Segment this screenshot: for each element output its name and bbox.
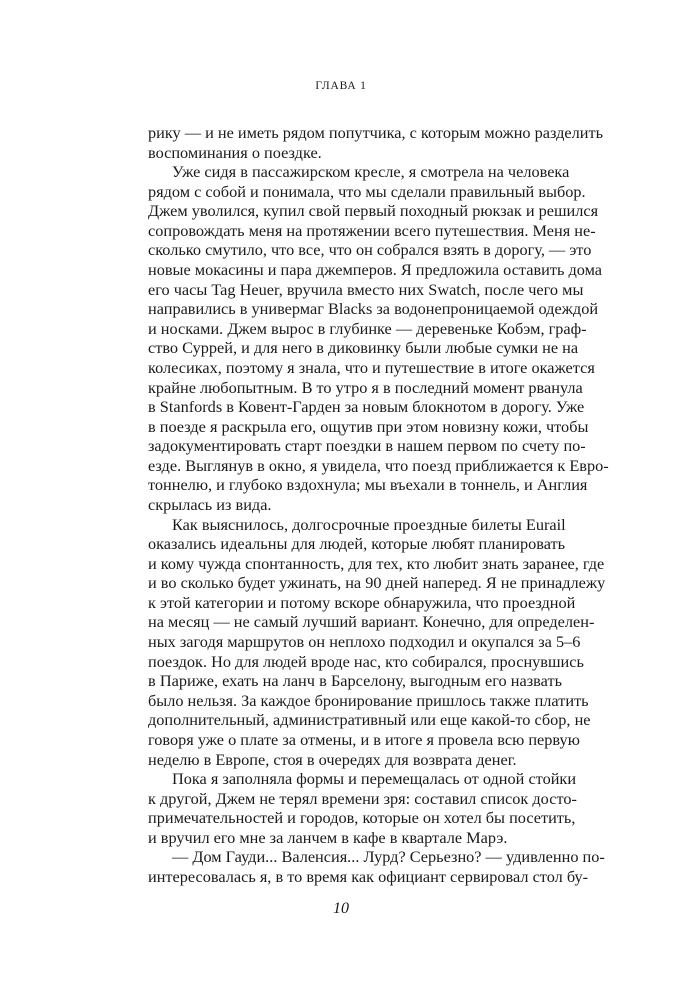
text-line: и во сколько будет ужинать, на 90 дней наперед. Я не принадлежу bbox=[148, 573, 606, 593]
text-line: задокументировать старт поездки в нашем первом по счету по- bbox=[148, 436, 586, 456]
text-line: — Дом Гауди... Валенсия... Лурд? Серьезно? — удивленно по- bbox=[172, 847, 605, 867]
text-line: скрылась из вида. bbox=[148, 494, 272, 514]
text-line: в Париже, ехать на ланч в Барселону, выгодным его назвать bbox=[148, 671, 562, 691]
text-line: рику — и не иметь рядом попутчика, с которым можно разделить bbox=[148, 123, 604, 142]
text-line: Как выяснилось, долгосрочные проездные билеты Eurail bbox=[172, 514, 566, 534]
text-line: к другой, Джем не терял времени зря: составил список досто- bbox=[148, 788, 577, 808]
paragraph bbox=[148, 769, 577, 847]
body-text bbox=[148, 123, 609, 887]
text-line: рядом с собой и понимала, что мы сделали правильный выбор. bbox=[148, 181, 586, 201]
text-line: в Stanfords в Ковент-Гарден за новым блокнотом в дорогу. Уже bbox=[148, 397, 585, 417]
text-line: его часы Tag Heuer, вручила вместо них Swatch, после чего мы bbox=[148, 279, 584, 299]
text-line: сопровождать меня на протяжении всего путешествия. Меня не- bbox=[148, 220, 596, 240]
paragraph bbox=[148, 123, 604, 162]
text-line: Пока я заполняла формы и перемещалась от одной стойки bbox=[172, 769, 577, 789]
text-line: новые мокасины и пара джемперов. Я предложила оставить дома bbox=[148, 260, 603, 280]
text-line: направились в универмаг Blacks за водонепроницаемой одеждой bbox=[148, 299, 599, 319]
paragraph bbox=[148, 514, 606, 770]
text-line: в поезде я раскрыла его, ощутив при этом новизну кожи, чтобы bbox=[148, 416, 589, 436]
text-line: ных загодя маршрутов он неплохо подходил и окупался за 5–6 bbox=[148, 632, 581, 652]
text-line: Джем уволился, купил свой первый походный рюкзак и решился bbox=[148, 201, 599, 221]
text-line: ство Суррей, и для него в диковинку были любые сумки не на bbox=[148, 338, 579, 358]
text-line: оказались идеальны для людей, которые любят планировать bbox=[148, 534, 566, 554]
text-line: колесиках, поэтому я знала, что и путешествие в итоге окажется bbox=[148, 357, 595, 377]
text-line: поездок. Но для людей вроде нас, кто собирался, проснувшись bbox=[148, 651, 584, 671]
text-line: крайне любопытным. В то утро я в последний момент рванула bbox=[148, 377, 583, 397]
text-line: было нельзя. За каждое бронирование пришлось также платить bbox=[148, 690, 589, 710]
paragraph bbox=[148, 847, 605, 886]
text-line: езде. Выглянув в окно, я увидела, что поезд приближается к Евро- bbox=[148, 455, 609, 475]
text-line: дополнительный, административный или еще какой-то сбор, не bbox=[148, 710, 591, 730]
text-line: к этой категории и потому вскоре обнаружила, что проездной bbox=[148, 592, 576, 612]
text-line: тоннелю, и глубоко вздохнула; мы въехали в тоннель, и Англия bbox=[148, 475, 588, 495]
text-line: и носками. Джем вырос в глубинке — деревеньке Кобэм, граф- bbox=[148, 318, 587, 338]
running-header: ГЛАВА 1 bbox=[315, 80, 367, 92]
text-line: на месяц — не самый лучший вариант. Конечно, для определен- bbox=[148, 612, 595, 632]
paragraph bbox=[148, 162, 609, 514]
text-line: сколько смутило, что все, что он собрался взять в дорогу, — это bbox=[148, 240, 592, 260]
text-line: говоря уже о плате за отмены, и в итоге я провела всю первую bbox=[148, 729, 580, 749]
text-line: интересовалась я, в то время как официант сервировал стол бу- bbox=[148, 866, 589, 886]
text-line: и кому чужда спонтанность, для тех, кто любит знать заранее, где bbox=[148, 553, 605, 573]
text-line: и вручил его мне за ланчем в кафе в квартале Марэ. bbox=[148, 827, 508, 847]
text-line: Уже сидя в пассажирском кресле, я смотрела на человека bbox=[172, 162, 570, 182]
text-line: примечательностей и городов, которые он хотел бы посетить, bbox=[148, 808, 576, 828]
text-line: воспоминания о поездке. bbox=[148, 142, 322, 162]
text-line: неделю в Европе, стоя в очередях для возврата денег. bbox=[148, 749, 517, 769]
page-number: 10 bbox=[333, 900, 349, 917]
